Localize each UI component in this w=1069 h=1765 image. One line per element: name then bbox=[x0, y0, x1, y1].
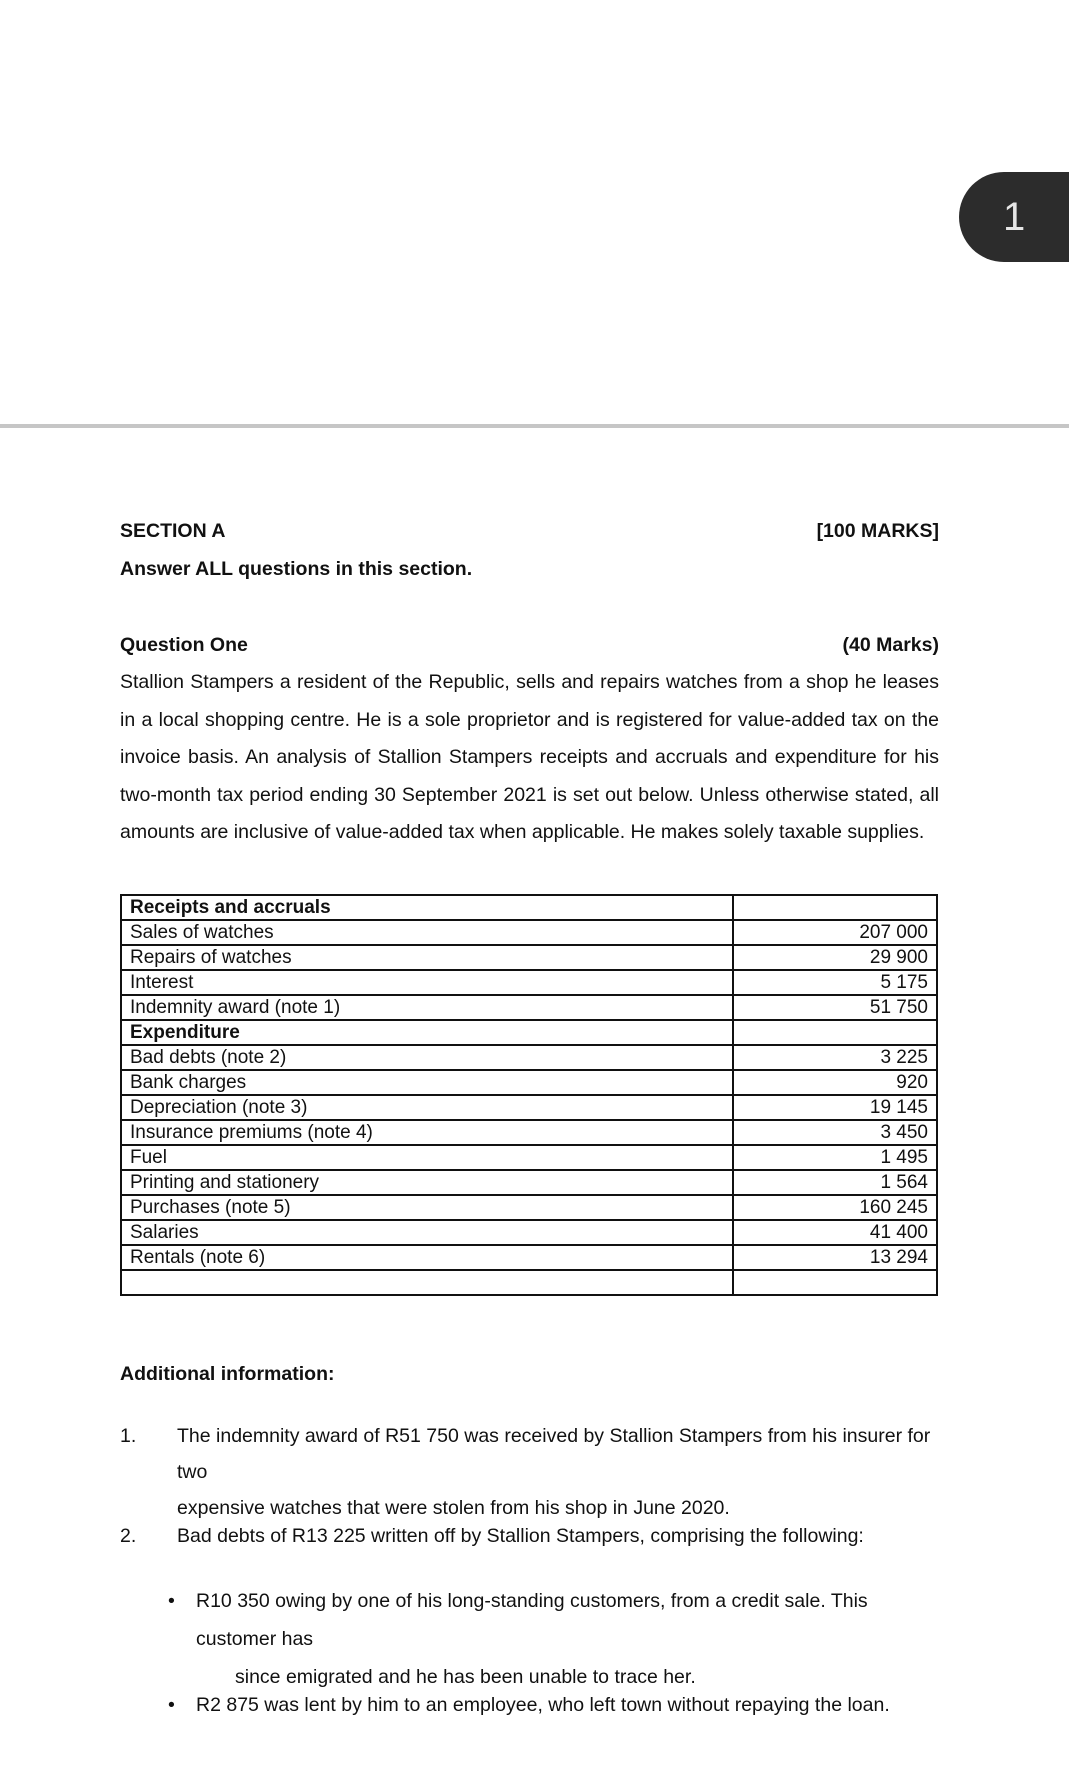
note-item-1 bbox=[120, 1418, 939, 1526]
note-line: expensive watches that were stolen from his shop in June 2020. bbox=[177, 1497, 730, 1519]
row-amount: 3 225 bbox=[733, 1045, 937, 1070]
question-intro: Stallion Stampers a resident of the Republic, sells and repairs watches from a shop he leases in a local shopping centre. He is a sole proprietor and is registered for value-added tax on the invoice basis. An analysis of Stallion Stampers receipts and accruals and expenditure for his two-month tax period ending 30 September 2021 is set out below. Unless otherwise stated, all amounts are inclusive of value-added tax when applicable. He makes solely taxable supplies. bbox=[120, 671, 939, 843]
section-marks: [100 MARKS] bbox=[816, 520, 939, 542]
row-label: Purchases (note 5) bbox=[121, 1195, 733, 1220]
table-row bbox=[121, 920, 937, 945]
row-amount: 3 450 bbox=[733, 1120, 937, 1145]
accounts-table-body bbox=[121, 895, 937, 1295]
row-label bbox=[121, 1270, 733, 1295]
row-label: Interest bbox=[121, 970, 733, 995]
question-marks: (40 Marks) bbox=[842, 634, 939, 656]
row-label: Bad debts (note 2) bbox=[121, 1045, 733, 1070]
table-row bbox=[121, 1195, 937, 1220]
section-header bbox=[120, 520, 939, 543]
table-row bbox=[121, 1245, 937, 1270]
bullet-line: since emigrated and he has been unable to trace her. bbox=[235, 1666, 696, 1688]
accounts-table bbox=[120, 894, 938, 1296]
table-row bbox=[121, 970, 937, 995]
bullet-item-1 bbox=[168, 1582, 928, 1696]
row-amount bbox=[733, 1020, 937, 1045]
row-label: Sales of watches bbox=[121, 920, 733, 945]
row-label: Bank charges bbox=[121, 1070, 733, 1095]
table-row bbox=[121, 1220, 937, 1245]
row-label: Fuel bbox=[121, 1145, 733, 1170]
table-row bbox=[121, 1045, 937, 1070]
bullet-icon: • bbox=[168, 1590, 175, 1612]
table-row bbox=[121, 1270, 937, 1295]
table-heading-row bbox=[121, 1020, 937, 1045]
row-amount: 920 bbox=[733, 1070, 937, 1095]
note-line: The indemnity award of R51 750 was received by Stallion Stampers from his insurer for two bbox=[177, 1425, 931, 1483]
page-divider bbox=[0, 424, 1069, 428]
bullet-icon: • bbox=[168, 1694, 175, 1716]
table-row bbox=[121, 945, 937, 970]
table-row bbox=[121, 1070, 937, 1095]
table-heading-row bbox=[121, 895, 937, 920]
row-amount: 13 294 bbox=[733, 1245, 937, 1270]
table-row bbox=[121, 1120, 937, 1145]
note-number: 1. bbox=[120, 1425, 137, 1447]
row-amount: 41 400 bbox=[733, 1220, 937, 1245]
page-number: 1 bbox=[1003, 195, 1026, 239]
note-number: 2. bbox=[120, 1525, 137, 1547]
row-label: Repairs of watches bbox=[121, 945, 733, 970]
row-label: Rentals (note 6) bbox=[121, 1245, 733, 1270]
section-title: SECTION A bbox=[120, 520, 226, 542]
row-amount: 5 175 bbox=[733, 970, 937, 995]
bullet-line: R10 350 owing by one of his long-standing customers, from a credit sale. This customer has bbox=[196, 1590, 868, 1650]
table-row bbox=[121, 995, 937, 1020]
row-label: Printing and stationery bbox=[121, 1170, 733, 1195]
row-amount: 1 495 bbox=[733, 1145, 937, 1170]
row-label: Depreciation (note 3) bbox=[121, 1095, 733, 1120]
row-amount: 207 000 bbox=[733, 920, 937, 945]
additional-info-heading: Additional information: bbox=[120, 1363, 335, 1385]
question-header bbox=[120, 634, 939, 657]
table-row bbox=[121, 1170, 937, 1195]
bullet-line: R2 875 was lent by him to an employee, who left town without repaying the loan. bbox=[196, 1694, 890, 1716]
page-number-badge bbox=[959, 172, 1069, 262]
question-title: Question One bbox=[120, 634, 248, 656]
section-instruction: Answer ALL questions in this section. bbox=[120, 558, 473, 580]
table-row bbox=[121, 1095, 937, 1120]
row-label: Indemnity award (note 1) bbox=[121, 995, 733, 1020]
note-item-2 bbox=[120, 1518, 939, 1554]
row-amount: 51 750 bbox=[733, 995, 937, 1020]
row-amount: 160 245 bbox=[733, 1195, 937, 1220]
row-amount bbox=[733, 1270, 937, 1295]
table-row bbox=[121, 1145, 937, 1170]
row-amount: 29 900 bbox=[733, 945, 937, 970]
row-label: Expenditure bbox=[121, 1020, 733, 1045]
row-amount bbox=[733, 895, 937, 920]
row-label: Receipts and accruals bbox=[121, 895, 733, 920]
row-label: Insurance premiums (note 4) bbox=[121, 1120, 733, 1145]
row-label: Salaries bbox=[121, 1220, 733, 1245]
bullet-item-2 bbox=[168, 1686, 928, 1724]
note-line: Bad debts of R13 225 written off by Stallion Stampers, comprising the following: bbox=[177, 1525, 864, 1547]
row-amount: 19 145 bbox=[733, 1095, 937, 1120]
row-amount: 1 564 bbox=[733, 1170, 937, 1195]
